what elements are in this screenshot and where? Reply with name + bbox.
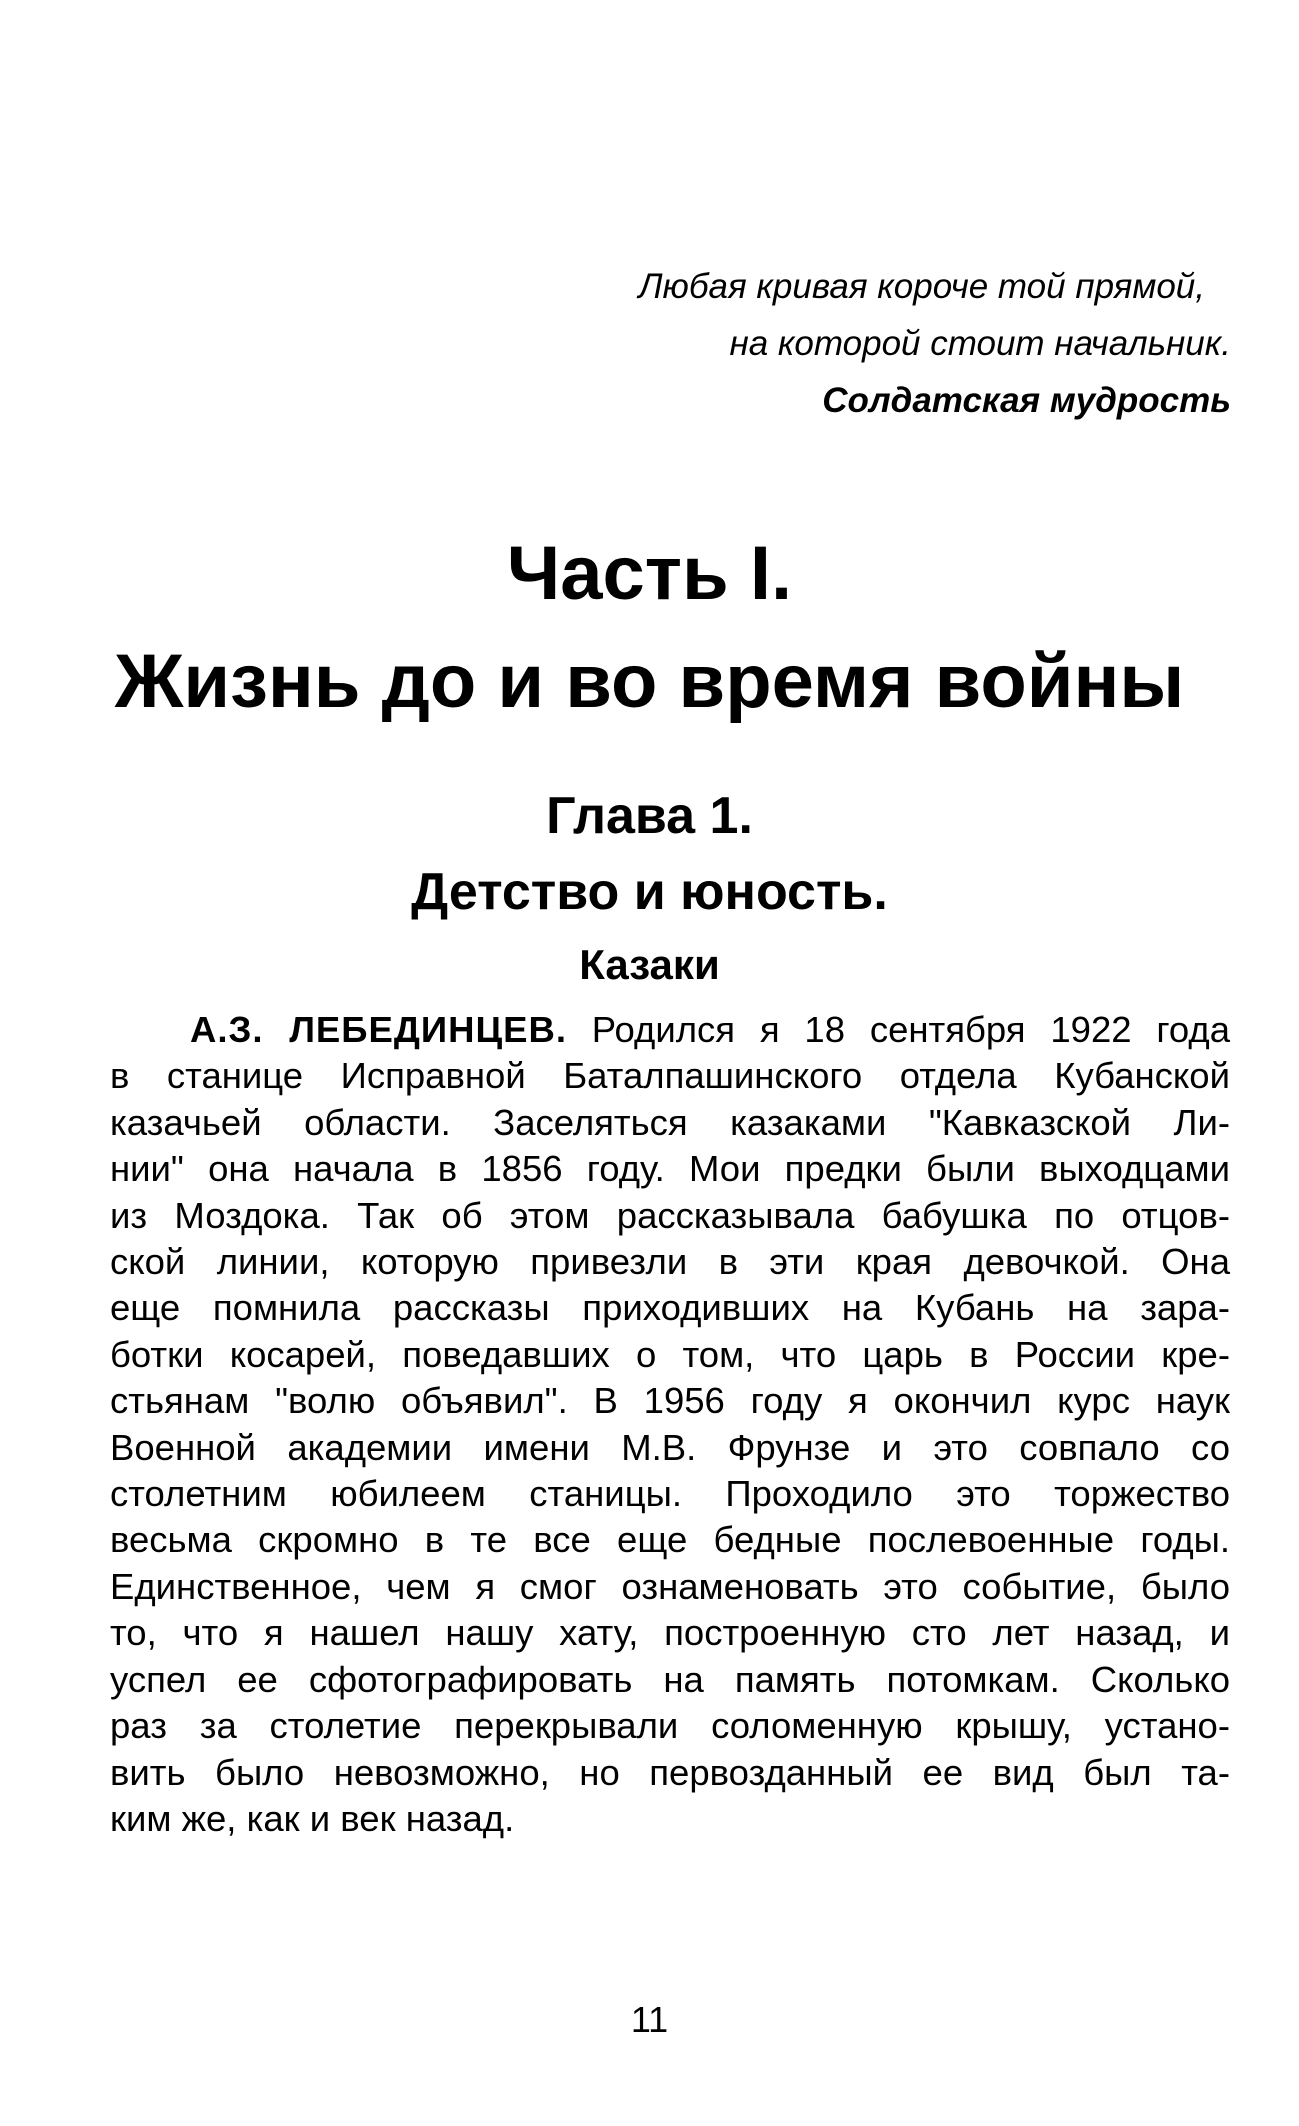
author-name: А.З. ЛЕБЕДИНЦЕВ. xyxy=(190,1009,567,1050)
epigraph-line-2: на которой стоит начальник. xyxy=(729,324,1231,363)
text-line-16: раз за столетие перекрывали соломенную крышу, устано- xyxy=(110,1705,1230,1747)
part-name: Жизнь до и во время войны xyxy=(114,639,1185,724)
text-line-5: из Моздока. Так об этом рассказывала бабушка по отцов- xyxy=(110,1194,1230,1236)
text-line-9: стьянам "волю объявил". В 1956 году я окончил курс наук xyxy=(110,1380,1230,1422)
text-line-6: ской линии, которую привезли в эти края девочкой. Она xyxy=(110,1241,1230,1283)
text-line-18: ким же, как и век назад. xyxy=(110,1797,515,1839)
body-paragraph xyxy=(110,1007,1230,1842)
text-line-3: казачьей области. Заселяться казаками "Кавказской Ли- xyxy=(110,1101,1230,1143)
text-line-15: успел ее сфотографировать на память потомкам. Сколько xyxy=(110,1658,1230,1700)
text-line-1 xyxy=(110,1007,1230,1053)
text-line-17: вить было невозможно, но первозданный ее вид был та- xyxy=(110,1751,1230,1793)
part-number: Часть I. xyxy=(506,531,793,616)
part-title xyxy=(0,520,1299,736)
text-line-11: столетним юбилеем станицы. Проходило это торжество xyxy=(110,1473,1230,1515)
chapter-number: Глава 1. xyxy=(546,787,753,845)
section-title: Казаки xyxy=(579,941,720,988)
page-number: 11 xyxy=(630,1999,669,2040)
text-line-10: Военной академии имени М.В. Фрунзе и это совпало со xyxy=(110,1426,1230,1468)
text-line-14: то, что я нашел нашу хату, построенную сто лет назад, и xyxy=(110,1612,1230,1654)
text-line-7: еще помнила рассказы приходивших на Кубань на зара- xyxy=(110,1287,1230,1329)
text-line-1-rest: Родился я 18 сентября 1922 года xyxy=(566,1009,1230,1050)
epigraph xyxy=(639,258,1231,429)
text-line-4: нии" она начала в 1856 году. Мои предки были выходцами xyxy=(110,1148,1230,1190)
epigraph-line-1: Любая кривая короче той прямой, xyxy=(638,267,1205,306)
text-line-12: весьма скромно в те все еще бедные послевоенные годы. xyxy=(110,1519,1230,1561)
chapter-title xyxy=(0,778,1299,930)
text-line-13: Единственное, чем я смог ознаменовать это событие, было xyxy=(110,1565,1230,1607)
chapter-name: Детство и юность. xyxy=(411,863,888,921)
text-line-8: ботки косарей, поведавших о том, что царь в России кре- xyxy=(110,1333,1230,1375)
text-line-2: в станице Исправной Баталпашинского отдела Кубанской xyxy=(110,1055,1230,1097)
epigraph-source: Солдатская мудрость xyxy=(822,381,1231,420)
